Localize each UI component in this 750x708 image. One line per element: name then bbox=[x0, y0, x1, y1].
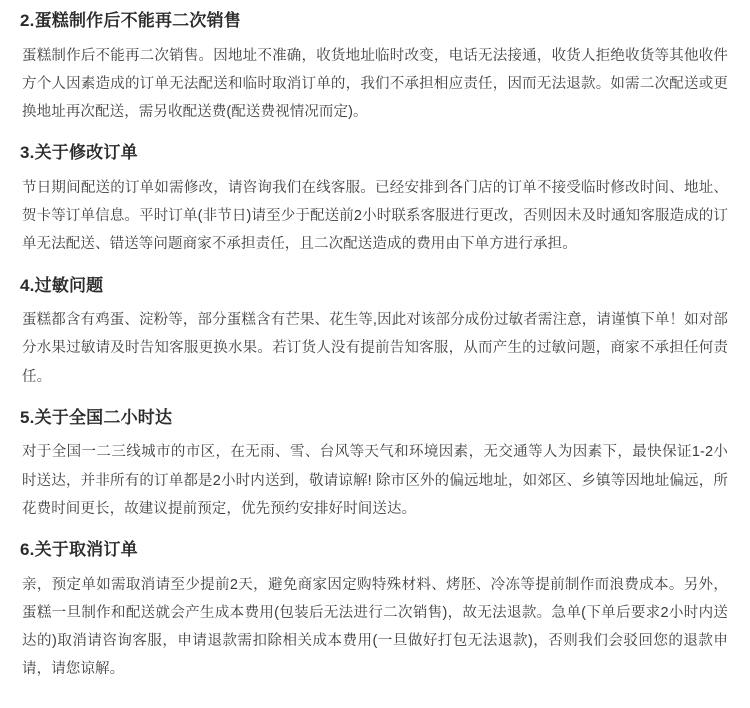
faq-section bbox=[20, 405, 730, 523]
section-body: 蛋糕制作后不能再二次销售。因地址不准确，收货地址临时改变，电话无法接通，收货人拒绝收货等其他收件方个人因素造成的订单无法配送和临时取消订单的，我们不承担相应责任，因而无法退款。如需二次配送或更换地址再次配送，需另收配送费(配送费视情况而定)。 bbox=[22, 47, 728, 121]
section-title: 4.过敏问题 bbox=[20, 275, 104, 295]
section-body: 蛋糕都含有鸡蛋、淀粉等，部分蛋糕含有芒果、花生等,因此对该部分成份过敏者需注意，请谨慎下单！如对部分水果过敏请及时告知客服更换水果。若订货人没有提前告知客服，从而产生的过敏问题，商家不承担任何责任。 bbox=[22, 312, 728, 385]
faq-section bbox=[20, 8, 730, 126]
faq-section bbox=[20, 273, 730, 391]
section-body: 亲，预定单如需取消请至少提前2天，避免商家因定购特殊材料、烤胚、冷冻等提前制作而浪费成本。另外，蛋糕一旦制作和配送就会产生成本费用(包装后无法进行二次销售)，故无法退款。急单(下单后要求2小时内送达的)取消请咨询客服，申请退款需扣除相关成本费用(一旦做好打包无法退款)，否则我们会驳回您的退款申请，请您谅解。 bbox=[22, 576, 728, 678]
section-body: 对于全国一二三线城市的市区，在无雨、雪、台风等天气和环境因素，无交通等人为因素下，最快保证1-2小时送达，并非所有的订单都是2小时内送到，敬请谅解! 除市区外的偏远地址，如郊区、乡镇等因地址偏远，所花费时间更长，故建议提前预定，优先预约安排好时间送达。 bbox=[22, 444, 728, 517]
section-title: 2.蛋糕制作后不能再二次销售 bbox=[20, 11, 241, 30]
section-title: 5.关于全国二小时达 bbox=[20, 407, 173, 427]
faq-section bbox=[20, 140, 730, 258]
section-title: 3.关于修改订单 bbox=[20, 143, 138, 163]
faq-section bbox=[20, 537, 730, 684]
section-body: 节日期间配送的订单如需修改，请咨询我们在线客服。已经安排到各门店的订单不接受临时修改时间、地址、贺卡等订单信息。平时订单(非节日)请至少于配送前2小时联系客服进行更改，否则因未及时通知客服造成的订单无法配送、错送等问题商家不承担责任，且二次配送造成的费用由下单方进行承担。 bbox=[22, 179, 728, 253]
section-title: 6.关于取消订单 bbox=[20, 540, 138, 560]
